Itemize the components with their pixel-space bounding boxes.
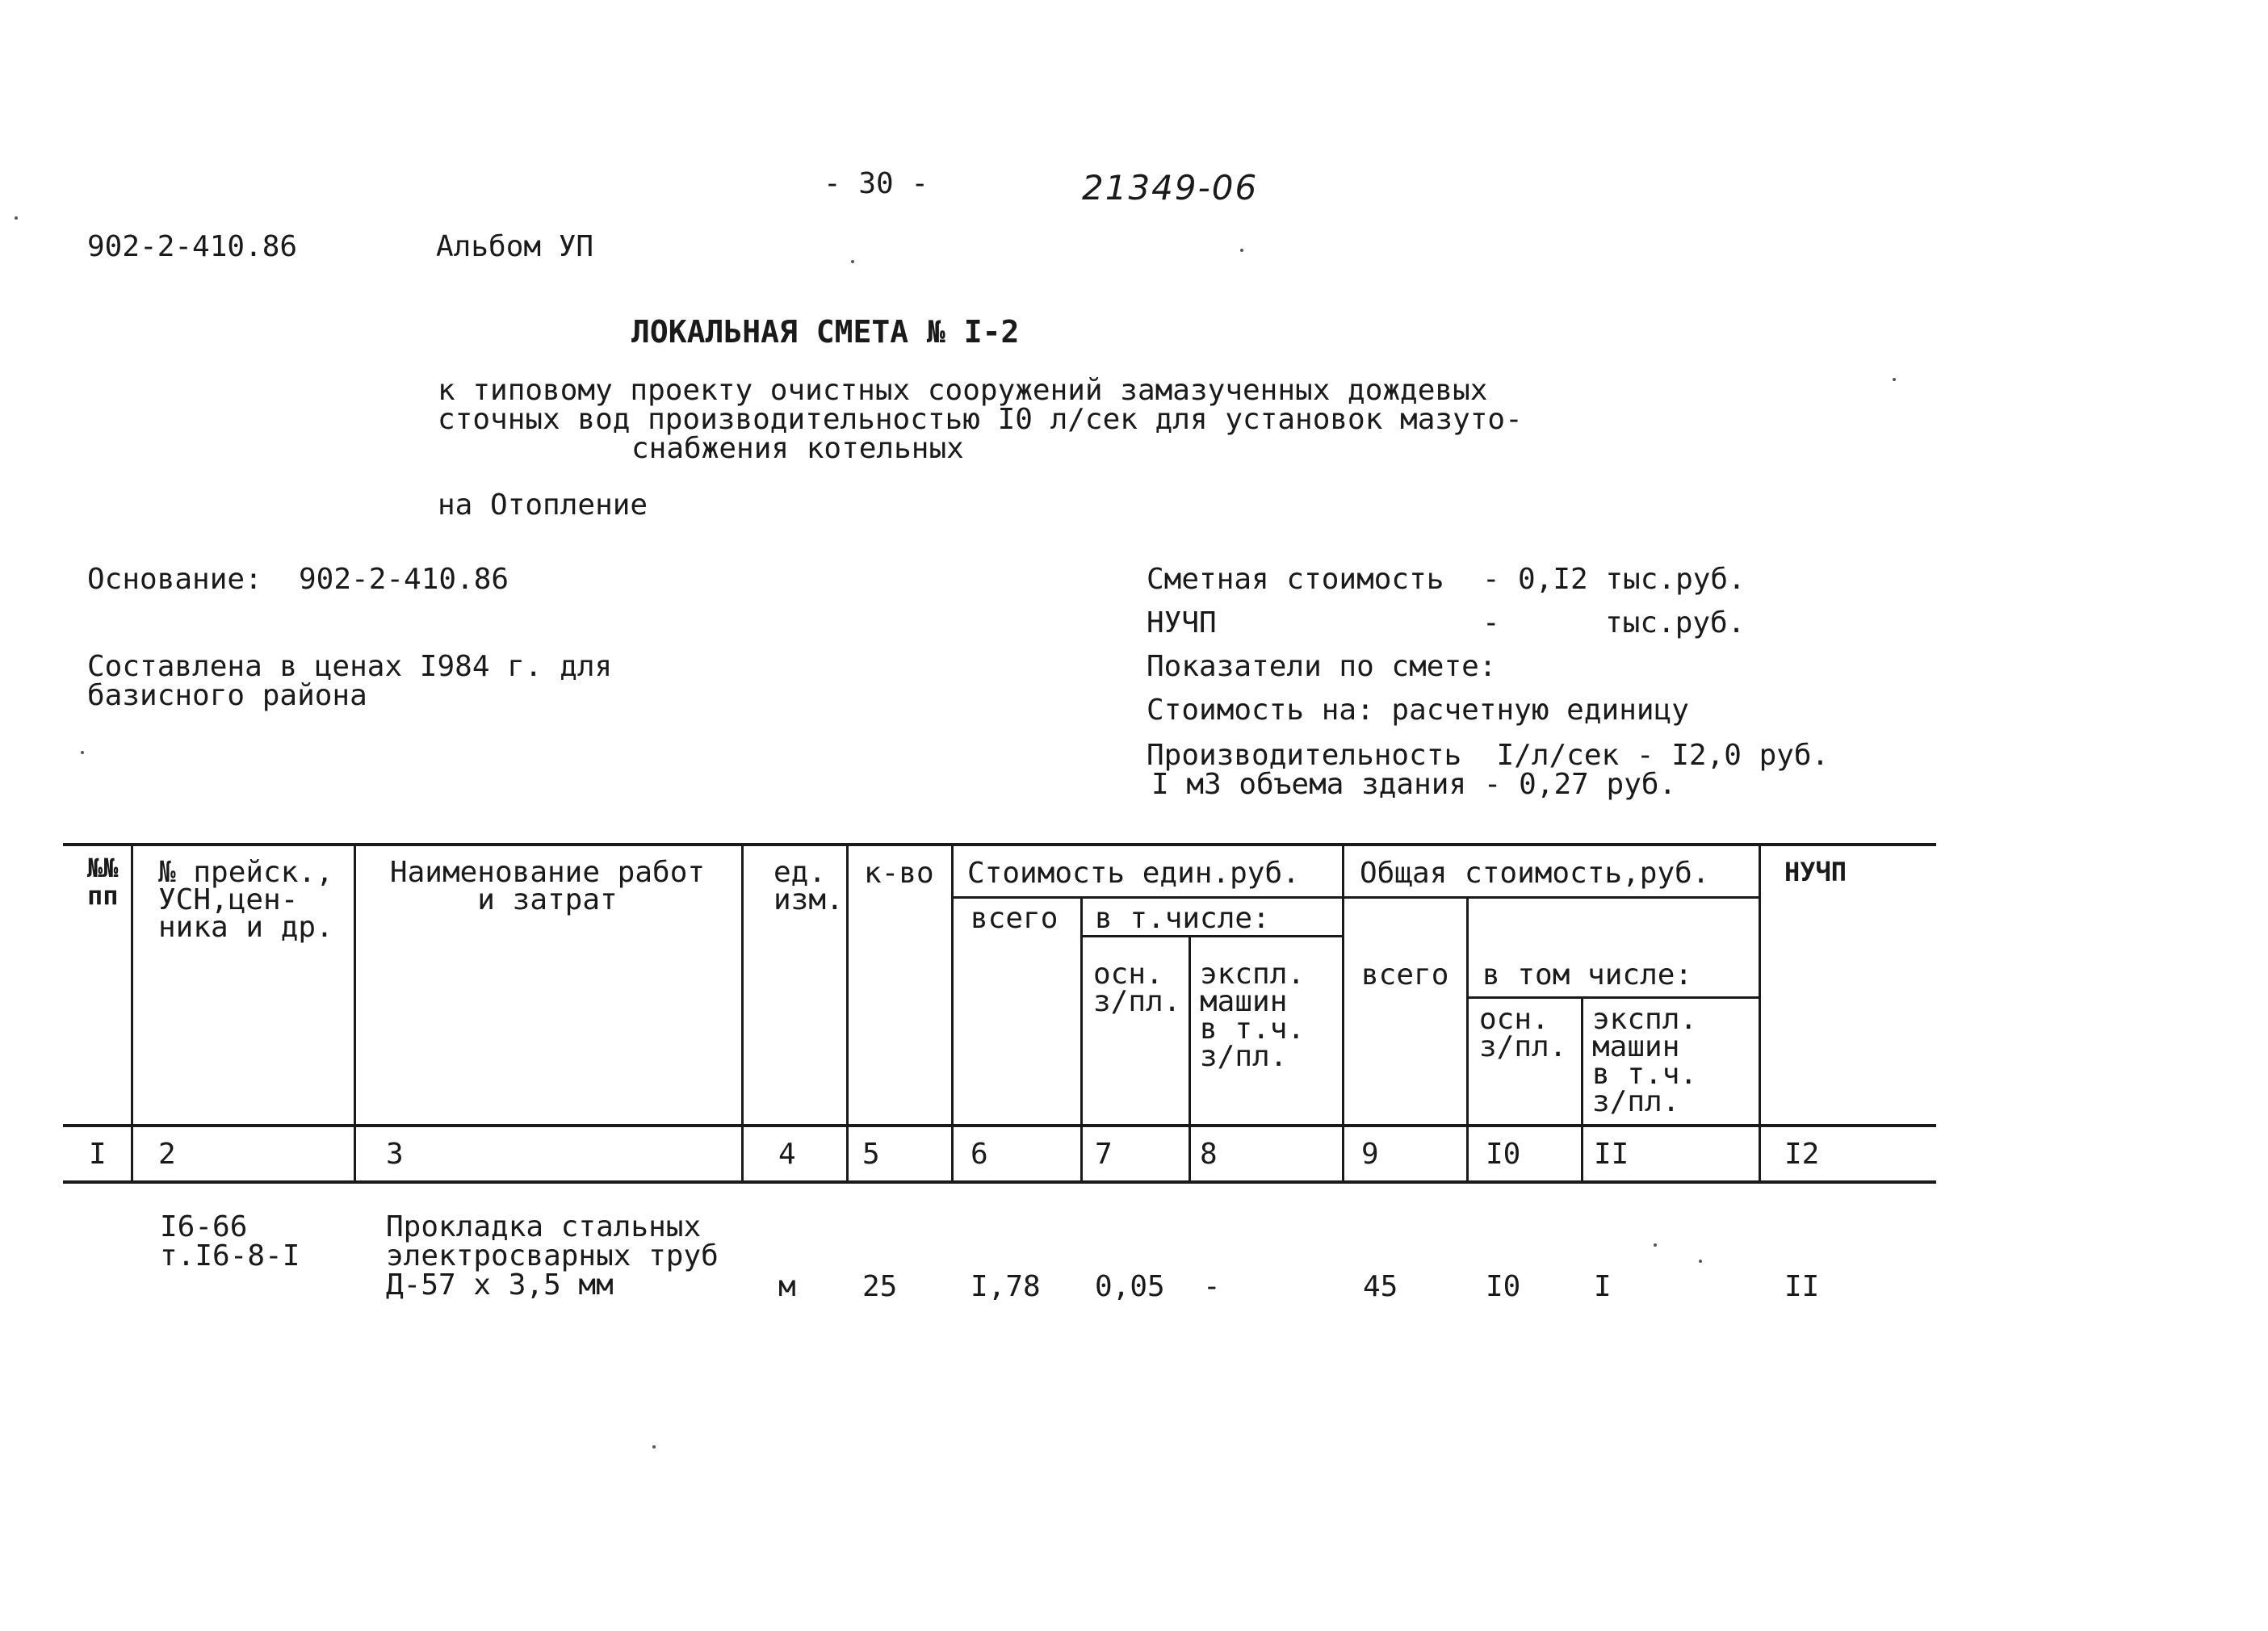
header-total-machines: экспл. машин в т.ч. з/пл. [1592,1003,1698,1118]
col-divider [1581,998,1583,1182]
header-unit-incl: в т.числе: [1095,902,1270,935]
col-divider [1759,843,1761,1182]
column-number: II [1594,1138,1629,1171]
cost-dash: - [1482,563,1500,596]
col-divider [846,843,849,1182]
table-top-rule [63,843,1936,846]
scan-speck [1654,1243,1657,1247]
scan-speck [1240,249,1243,252]
cost-per-unit: Стоимость на: расчетную единицу [1147,694,1689,727]
column-number: I0 [1486,1138,1521,1171]
header-unit-machines: экспл. машин в т.ч. з/пл. [1200,958,1306,1073]
prices-line-1: Составлена в ценах I984 г. для [87,650,613,683]
column-number: 9 [1361,1138,1379,1171]
row-nuchp: II [1784,1270,1820,1303]
row-work-name: Прокладка стальных электросварных труб Д-57 х 3,5 мм [386,1210,719,1302]
subheader-rule [1342,896,1760,899]
header-unit: ед. изм. [773,856,844,916]
productivity-line: Производительность I/л/сек - I2,0 руб. [1147,739,1830,772]
header-row-number: №№ пп [87,853,119,911]
volume-line: I м3 объема здания - 0,27 руб. [1151,768,1677,801]
title-line-1: к типовому проекту очистных сооружений замазученных дождевых [438,374,1488,407]
col-divider [951,843,954,1182]
basis-value: 902-2-410.86 [299,563,509,596]
header-total-total: всего [1361,958,1449,992]
title-line-2: сточных вод производительностью I0 л/сек для установок мазуто- [438,403,1523,436]
column-number: 2 [158,1138,176,1171]
scan-speck [81,751,84,754]
col-divider [131,843,133,1182]
cost-label: Сметная стоимость [1147,563,1444,596]
row-unit: м [778,1270,796,1303]
row-price-ref: I6-66 т.I6-8-I [160,1210,300,1273]
header-total-cost: Общая стоимость,руб. [1360,857,1710,890]
row-quantity: 25 [862,1270,898,1303]
row-unit-total: I,78 [971,1270,1041,1303]
header-unit-total: всего [971,902,1059,935]
table-header-bottom-rule [63,1124,1936,1127]
header-total-wage: осн. з/пл. [1479,1003,1567,1063]
subheader-rule [1080,935,1344,937]
purpose-line: на Отопление [438,488,648,522]
scan-speck [15,216,18,220]
indicators-label: Показатели по смете: [1147,650,1497,683]
column-number: 7 [1095,1138,1113,1171]
header-work-name: Наименование работ и затрат [389,856,706,916]
prices-line-2: базисного района [87,679,367,712]
row-total: 45 [1363,1270,1398,1303]
col-divider [741,843,744,1182]
col-divider [1466,898,1469,1182]
scan-speck [1699,1260,1702,1263]
nuchp-value: тыс.руб. [1605,606,1746,639]
cost-value: 0,I2 тыс.руб. [1518,563,1746,596]
column-number: 3 [386,1138,404,1171]
estimate-title: ЛОКАЛЬНАЯ СМЕТА № I-2 [631,314,1020,350]
header-quantity: к-во [864,857,934,890]
row-unit-wage: 0,05 [1095,1270,1165,1303]
column-number: I [89,1138,107,1171]
archive-code: 21349-06 [1082,168,1259,208]
column-number: 6 [971,1138,988,1171]
scan-speck [851,260,854,263]
row-total-machines: I [1594,1270,1612,1303]
nuchp-label: НУЧП [1147,606,1217,639]
header-price-ref: № прейск., УСН,цен- ника и др. [158,856,333,944]
page-number: - 30 - [824,167,929,200]
scan-speck [1893,378,1896,381]
header-total-incl: в том числе: [1482,958,1693,992]
row-total-wage: I0 [1486,1270,1521,1303]
column-number: 4 [778,1138,796,1171]
header-unit-wage: осн. з/пл. [1093,958,1181,1018]
col-divider [1342,843,1344,1182]
subheader-rule [951,896,1344,899]
project-code: 902-2-410.86 [87,230,298,263]
subheader-rule [1466,996,1760,999]
col-divider [1188,937,1191,1182]
header-unit-cost: Стоимость един.руб. [967,857,1300,890]
row-unit-machines: - [1203,1270,1221,1303]
basis-label: Основание: [87,563,262,596]
title-line-3: снабжения котельных [631,432,964,465]
col-divider [354,843,356,1182]
column-number: I2 [1784,1138,1820,1171]
album-label: Альбом УП [436,230,594,263]
column-number: 5 [862,1138,880,1171]
scan-speck [652,1445,656,1449]
column-number: 8 [1200,1138,1218,1171]
col-divider [1080,898,1083,1182]
header-nuchp: НУЧП [1784,857,1847,887]
nuchp-dash: - [1482,606,1500,639]
table-number-row-rule [63,1180,1936,1184]
